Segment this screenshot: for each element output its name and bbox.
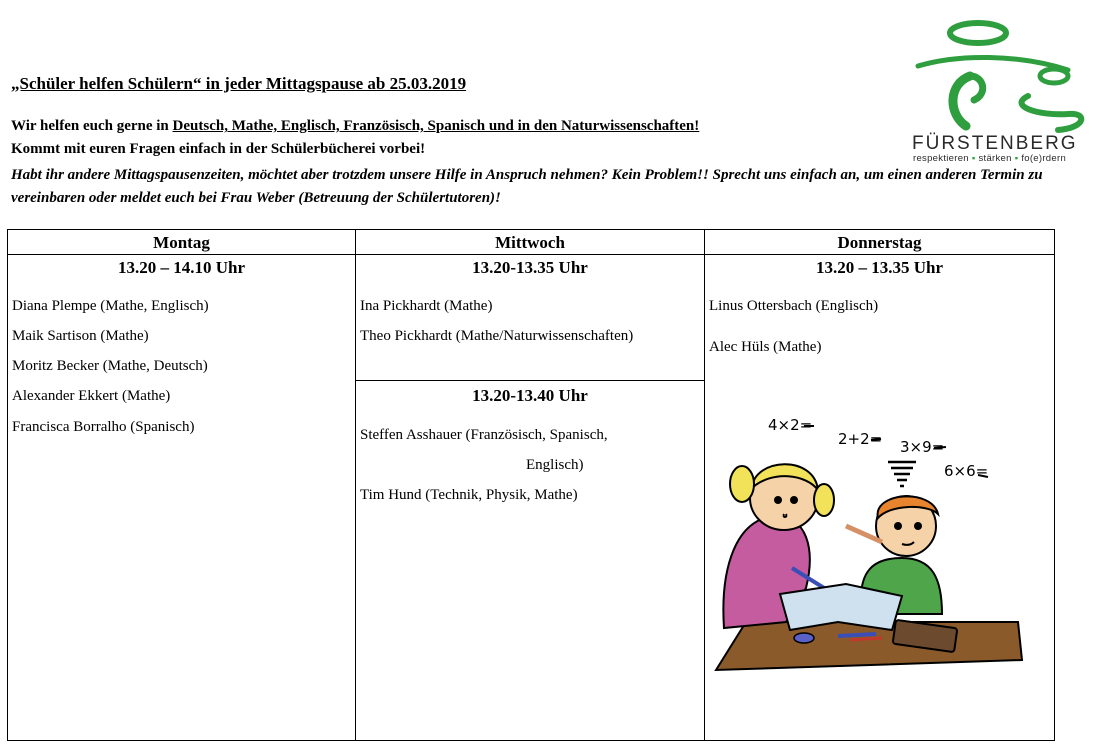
tutor-entry: Francisca Borralho (Spanisch) [12, 419, 195, 435]
subjects-list: Deutsch, Mathe, Englisch, Französisch, Spanisch und in den Naturwissenschaften! [172, 118, 700, 134]
tutor-entry-continuation: Englisch) [526, 457, 584, 473]
formula-1: 4×2= [768, 416, 813, 434]
logo-name: FÜRSTENBERG [912, 133, 1078, 154]
tutor-entry: Diana Plempe (Mathe, Englisch) [12, 298, 209, 314]
logo-tag-respect: respektieren [913, 153, 969, 164]
tutoring-illustration [706, 408, 1032, 678]
eraser [794, 633, 814, 643]
tutor-entry: Ina Pickhardt (Mathe) [360, 298, 493, 314]
tutor-entry: Linus Ottersbach (Englisch) [709, 298, 879, 314]
logo-tag-strengthen: stärken [978, 153, 1012, 164]
intro-prefix: Wir helfen euch gerne in [11, 118, 173, 134]
column-montag [8, 230, 356, 740]
column-mittwoch [356, 230, 705, 740]
desk [716, 622, 1022, 670]
formula-3: 3×9= [900, 438, 945, 456]
tutor-entry: Tim Hund (Technik, Physik, Mathe) [360, 487, 578, 503]
slot-divider [356, 380, 704, 381]
logo-tag-promote: fo(e)rdern [1021, 153, 1067, 164]
time-slot-mittwoch-2: 13.20-13.40 Uhr [472, 386, 588, 405]
formula-2: 2+2= [838, 430, 883, 448]
time-slot-donnerstag: 13.20 – 13.35 Uhr [815, 258, 944, 277]
day-header-mittwoch: Mittwoch [356, 230, 704, 255]
tutor-entry: Moritz Becker (Mathe, Deutsch) [12, 358, 208, 374]
pencil [850, 638, 882, 640]
page-title: „Schüler helfen Schülern“ in jeder Mittagspause ab 25.03.2019 [11, 74, 467, 93]
intro-line-location: Kommt mit euren Fragen einfach in der Schülerbücherei vorbei! [11, 141, 426, 157]
day-header-montag: Montag [8, 230, 355, 255]
time-slot-montag: 13.20 – 14.10 Uhr [117, 258, 246, 277]
bullet-icon: ▪ [971, 153, 976, 164]
tutor-entry: Alexander Ekkert (Mathe) [12, 388, 171, 404]
thinking-scribble [888, 462, 916, 486]
day-header-donnerstag: Donnerstag [705, 230, 1054, 255]
intro-line-subjects [11, 118, 699, 135]
tutor-entry: Theo Pickhardt (Mathe/Naturwissenschaften) [360, 328, 634, 344]
time-slot-mittwoch-1: 13.20-13.35 Uhr [472, 258, 588, 277]
bullet-icon: ▪ [1014, 153, 1019, 164]
tutor-entry: Steffen Asshauer (Französisch, Spanisch, [360, 427, 608, 443]
tutor-entry: Alec Hüls (Mathe) [709, 339, 822, 355]
tutor-entry: Maik Sartison (Mathe) [12, 328, 149, 344]
formula-4: 6×6= [944, 462, 989, 480]
pencil [838, 634, 876, 636]
intro-line-alternative: Habt ihr andere Mittagspausenzeiten, möchtet aber trotzdem unsere Hilfe in Anspruch nehmen? Kein Problem!! Sprecht uns einfach an, um einen anderen Termin zu vereinbaren oder meldet euch bei Frau Weber (Betreuung der Schülertutoren)! [11, 167, 1043, 206]
logo-tagline [913, 153, 1066, 164]
